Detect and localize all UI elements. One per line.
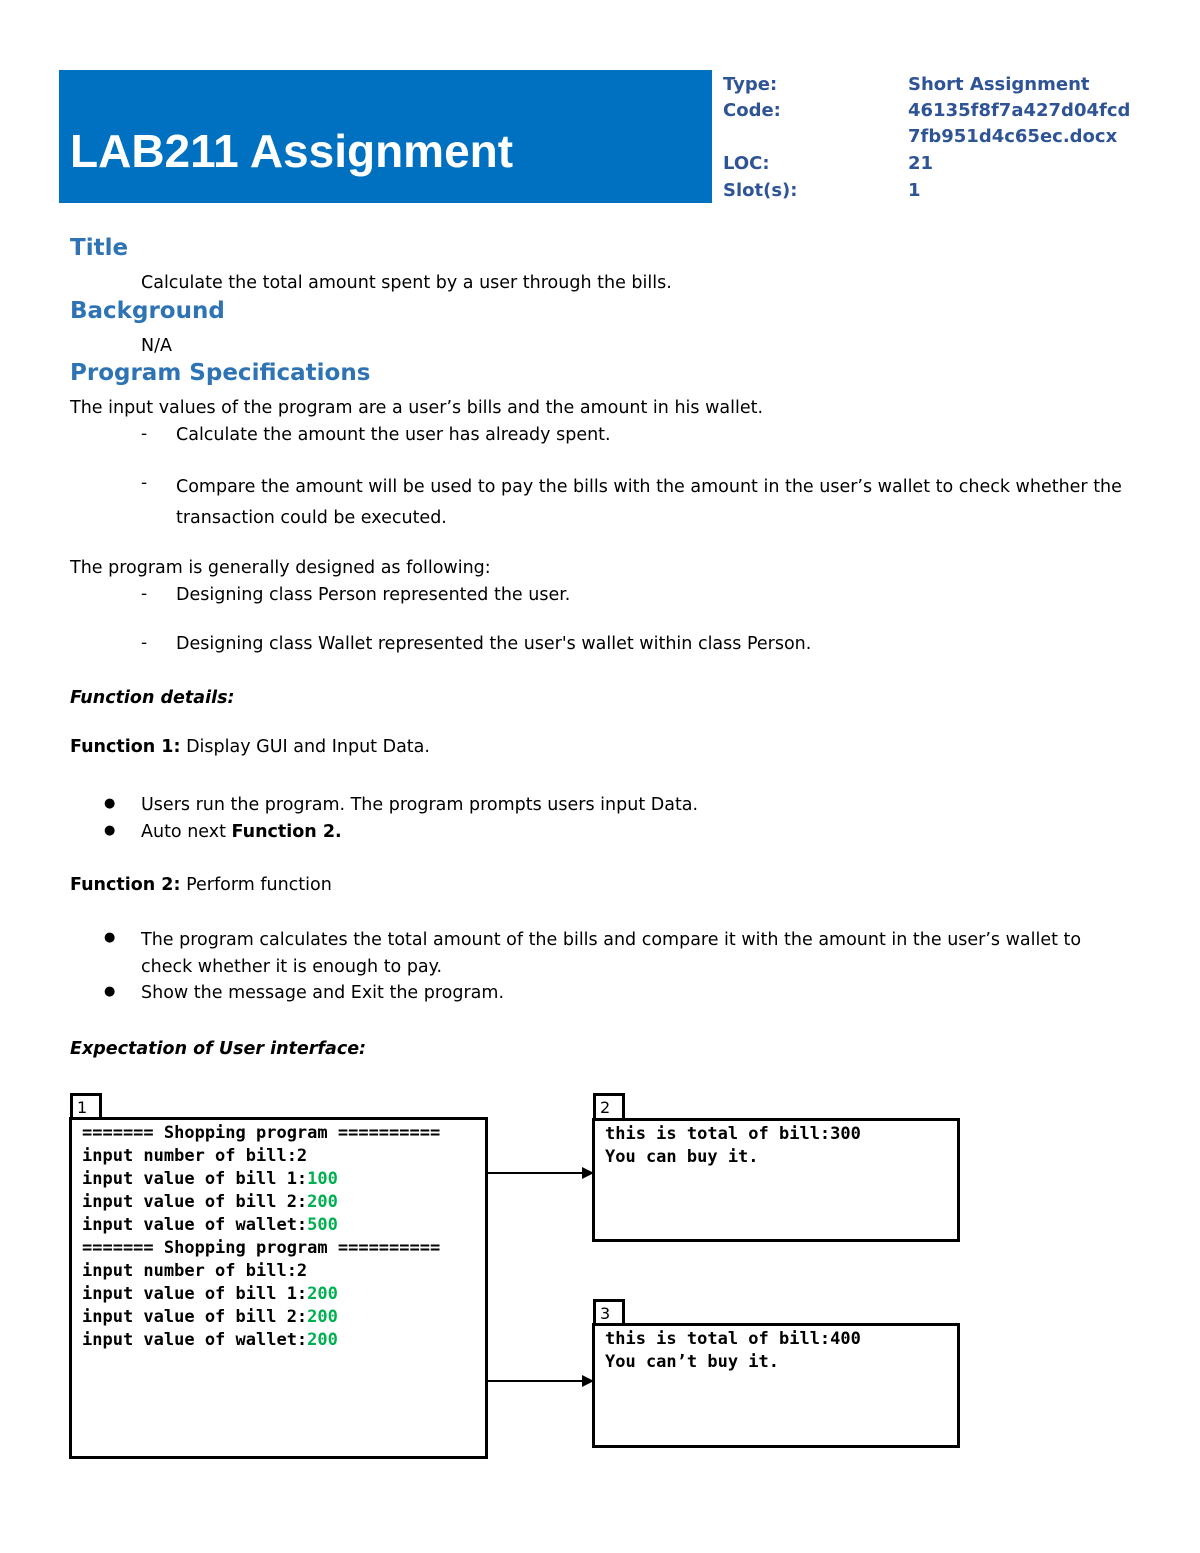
console-output-line: this is total of bill:400 bbox=[605, 1329, 861, 1349]
bullet-marker: ● bbox=[104, 984, 116, 999]
auto-next-prefix: Auto next bbox=[141, 822, 232, 842]
function-1-item: Users run the program. The program prompts users input Data. bbox=[141, 795, 699, 815]
background-text: N/A bbox=[141, 336, 172, 356]
console-prompt-text: input value of wallet: bbox=[82, 1330, 308, 1350]
bullet-marker: ● bbox=[104, 823, 116, 838]
meta-code-value: 46135f8f7a427d04fcd bbox=[908, 100, 1131, 121]
console-prompt-text: input value of bill 2: bbox=[82, 1307, 308, 1327]
meta-type-value: Short Assignment bbox=[908, 74, 1090, 95]
auto-next-function: Function 2. bbox=[231, 822, 342, 842]
document-title: LAB211 Assignment bbox=[70, 125, 514, 177]
heading-title: Title bbox=[70, 235, 129, 261]
meta-slots-label: Slot(s): bbox=[723, 180, 798, 201]
dash-marker: - bbox=[141, 633, 148, 653]
bullet-marker: ● bbox=[104, 796, 116, 811]
meta-type-label: Type: bbox=[723, 74, 778, 95]
console-prompt-text: ======= Shopping program ========== bbox=[82, 1123, 441, 1143]
console-output-line: this is total of bill:300 bbox=[605, 1124, 861, 1144]
meta-code-label: Code: bbox=[723, 100, 781, 121]
console-prompt-text: input value of bill 1: bbox=[82, 1284, 308, 1304]
spec-intro: The input values of the program are a user’s bills and the amount in his wallet. bbox=[70, 398, 764, 418]
function-details-label: Function details: bbox=[70, 688, 235, 708]
function-1-label: Function 1: bbox=[70, 737, 181, 757]
console-prompt-text: ======= Shopping program ========== bbox=[82, 1238, 441, 1258]
function-2-item: The program calculates the total amount of the bills and compare it with the amount in the user’s wallet to check whether it is enough to pay. bbox=[141, 930, 1082, 977]
meta-loc-value: 21 bbox=[908, 153, 934, 174]
console-prompt-text: input number of bill:2 bbox=[82, 1146, 308, 1166]
function-1-text: Display GUI and Input Data. bbox=[180, 737, 430, 757]
function-2-item: Show the message and Exit the program. bbox=[141, 983, 505, 1003]
arrow-to-console-3 bbox=[488, 1375, 594, 1387]
console-prompt-text: input value of wallet: bbox=[82, 1215, 308, 1235]
console-output-line: You can buy it. bbox=[605, 1147, 759, 1167]
meta-slots-value: 1 bbox=[908, 180, 921, 201]
dash-marker: - bbox=[141, 473, 148, 493]
console-input-value: 200 bbox=[307, 1307, 338, 1327]
function-2-label: Function 2: bbox=[70, 875, 181, 895]
spec-item: Calculate the amount the user has already spent. bbox=[176, 425, 611, 445]
console-2-number: 2 bbox=[593, 1093, 625, 1120]
console-input-value: 100 bbox=[307, 1169, 338, 1189]
console-input-value: 500 bbox=[307, 1215, 338, 1235]
spec-item: Compare the amount will be used to pay the bills with the amount in the user’s wallet to check whether the transaction could be executed. bbox=[176, 477, 1122, 528]
bullet-marker: ● bbox=[104, 930, 116, 945]
console-input-value: 200 bbox=[307, 1192, 338, 1212]
dash-marker: - bbox=[141, 424, 148, 444]
heading-background: Background bbox=[70, 298, 225, 324]
function-2-text: Perform function bbox=[180, 875, 332, 895]
console-3-number: 3 bbox=[593, 1299, 625, 1326]
console-input-value: 200 bbox=[307, 1330, 338, 1350]
console-1-number: 1 bbox=[70, 1093, 102, 1120]
dash-marker: - bbox=[141, 584, 148, 604]
title-text: Calculate the total amount spent by a user through the bills. bbox=[141, 273, 672, 293]
arrow-to-console-2 bbox=[488, 1167, 594, 1179]
console-output-line: You can’t buy it. bbox=[605, 1352, 779, 1372]
console-prompt-text: input number of bill:2 bbox=[82, 1261, 308, 1281]
heading-program-specifications: Program Specifications bbox=[70, 360, 371, 386]
console-prompt-text: input value of bill 2: bbox=[82, 1192, 308, 1212]
design-item: Designing class Wallet represented the user's wallet within class Person. bbox=[176, 634, 812, 654]
ui-expectation-label: Expectation of User interface: bbox=[70, 1039, 367, 1059]
design-item: Designing class Person represented the user. bbox=[176, 585, 571, 605]
meta-code-value-cont: 7fb951d4c65ec.docx bbox=[908, 126, 1118, 147]
console-input-value: 200 bbox=[307, 1284, 338, 1304]
design-intro: The program is generally designed as following: bbox=[70, 558, 491, 578]
meta-loc-label: LOC: bbox=[723, 153, 770, 174]
console-prompt-text: input value of bill 1: bbox=[82, 1169, 308, 1189]
